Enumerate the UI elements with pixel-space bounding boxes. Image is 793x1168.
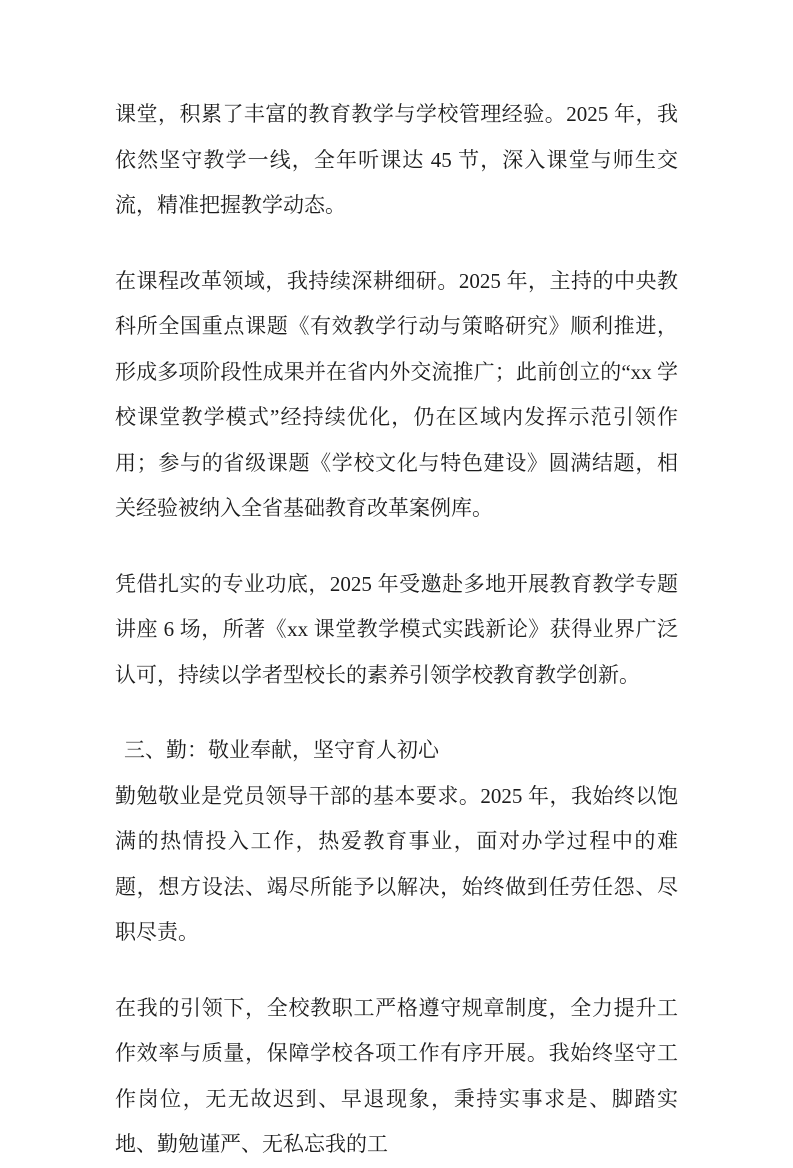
document-content bbox=[115, 92, 678, 1168]
paragraph-curriculum-reform: 在课程改革领域，我持续深耕细研。2025 年，主持的中央教科所全国重点课题《有效教学行动与策略研究》顺利推进，形成多项阶段性成果并在省内外交流推广；此前创立的“xx 学校课堂教学模式”经持续优化，仍在区域内发挥示范引领作用；参与的省级课题《学校文化与特色建设》圆满结题，相关经验被纳入全省基础教育改革案例库。 bbox=[115, 268, 678, 520]
paragraph-leadership-discipline: 在我的引领下，全校教职工严格遵守规章制度，全力提升工作效率与质量，保障学校各项工作有序开展。我始终坚守工作岗位，无无故迟到、早退现象，秉持实事求是、脚踏实地、勤勉谨严、无私忘我的工 bbox=[115, 995, 678, 1156]
section-heading-diligence: 三、勤：敬业奉献，坚守育人初心 bbox=[124, 738, 439, 762]
paragraph-teaching-frontline: 课堂，积累了丰富的教育教学与学校管理经验。2025 年，我依然坚守教学一线，全年听课达 45 节，深入课堂与师生交流，精准把握教学动态。 bbox=[115, 102, 678, 217]
paragraph-lectures-publications: 凭借扎实的专业功底，2025 年受邀赴多地开展教育教学专题讲座 6 场，所著《xx 课堂教学模式实践新论》获得业界广泛认可，持续以学者型校长的素养引领学校教育教学创新。 bbox=[115, 571, 678, 687]
paragraph-diligence-commitment: 勤勉敬业是党员领导干部的基本要求。2025 年，我始终以饱满的热情投入工作，热爱教育事业，面对办学过程中的难题，想方设法、竭尽所能予以解决，始终做到任劳任怨、尽职尽责。 bbox=[115, 783, 678, 944]
